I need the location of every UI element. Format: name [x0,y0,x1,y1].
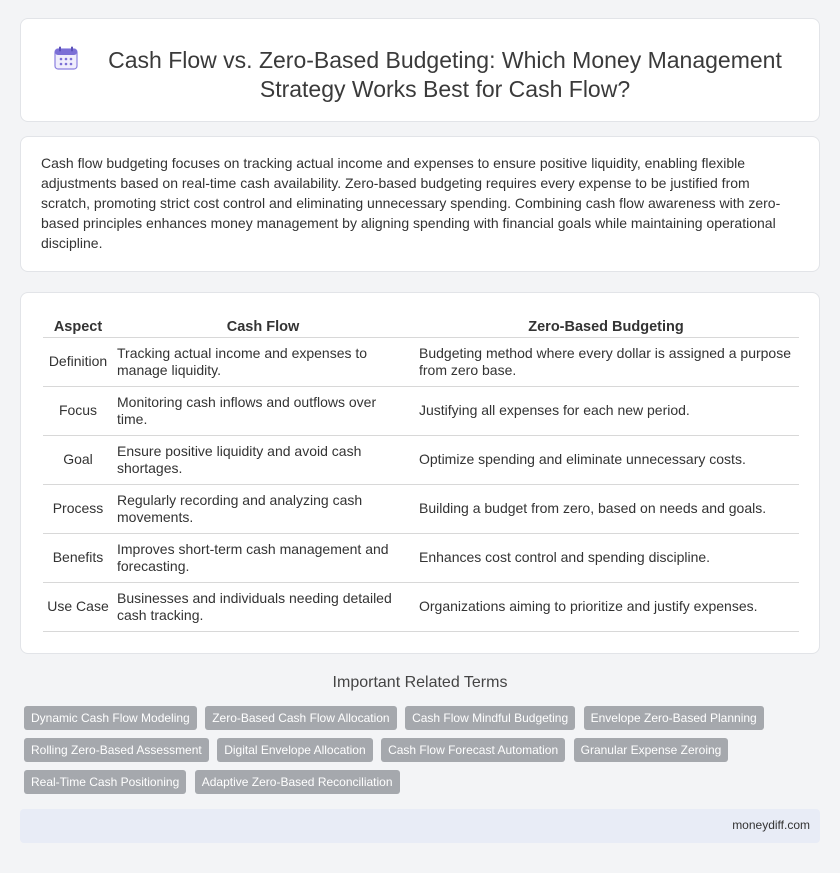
row-cash-flow: Improves short-term cash management and forecasting. [113,533,413,582]
row-aspect: Process [43,484,113,533]
row-aspect: Benefits [43,533,113,582]
row-zero-based: Building a budget from zero, based on needs and goals. [413,484,799,533]
related-term-tag[interactable]: Dynamic Cash Flow Modeling [24,706,197,730]
footer [20,809,820,843]
row-cash-flow: Tracking actual income and expenses to manage liquidity. [113,337,413,386]
related-term-tag[interactable]: Adaptive Zero-Based Reconciliation [195,770,400,794]
row-cash-flow: Regularly recording and analyzing cash movements. [113,484,413,533]
related-term-tag[interactable]: Digital Envelope Allocation [217,738,372,762]
title-card [20,18,820,122]
table-row [43,337,799,386]
related-term-tag[interactable]: Cash Flow Mindful Budgeting [405,706,575,730]
row-aspect: Goal [43,435,113,484]
related-terms-list [24,706,814,802]
row-zero-based: Organizations aiming to prioritize and justify expenses. [413,582,799,631]
comparison-table [43,315,799,632]
row-zero-based: Budgeting method where every dollar is assigned a purpose from zero base. [413,337,799,386]
row-zero-based: Optimize spending and eliminate unnecessary costs. [413,435,799,484]
row-aspect: Focus [43,386,113,435]
table-row [43,386,799,435]
row-zero-based: Enhances cost control and spending discipline. [413,533,799,582]
row-cash-flow: Ensure positive liquidity and avoid cash shortages. [113,435,413,484]
related-term-tag[interactable]: Envelope Zero-Based Planning [584,706,764,730]
related-terms-heading: Important Related Terms [332,674,508,691]
related-term-tag[interactable]: Rolling Zero-Based Assessment [24,738,209,762]
related-term-tag[interactable]: Granular Expense Zeroing [574,738,729,762]
header-zero-based: Zero-Based Budgeting [413,315,799,337]
summary-text: Cash flow budgeting focuses on tracking actual income and expenses to ensure positive liquidity, enabling flexible adjustments based on real-time cash availability. Zero-based budgeting requires every expense to be justified from scratch, promoting strict cost control and eliminating unnecessary spending. Combining cash flow awareness with zero-based principles enhances money management by aligning spending with financial goals while maintaining operational discipline. [41,155,781,251]
summary-card [20,136,820,272]
row-aspect: Use Case [43,582,113,631]
table-row [43,582,799,631]
header-aspect: Aspect [43,315,113,337]
table-card [20,292,820,654]
related-term-tag[interactable]: Cash Flow Forecast Automation [381,738,565,762]
table-row [43,435,799,484]
calendar-icon [53,45,79,71]
footer-source-link[interactable]: moneydiff.com [732,818,810,832]
table-row [43,533,799,582]
row-zero-based: Justifying all expenses for each new period. [413,386,799,435]
row-cash-flow: Monitoring cash inflows and outflows over time. [113,386,413,435]
related-term-tag[interactable]: Real-Time Cash Positioning [24,770,186,794]
header-cash-flow: Cash Flow [113,315,413,337]
row-cash-flow: Businesses and individuals needing detailed cash tracking. [113,582,413,631]
page-title: Cash Flow vs. Zero-Based Budgeting: Which Money Management Strategy Works Best for Cash Flow? [108,47,782,102]
row-aspect: Definition [43,337,113,386]
table-row [43,484,799,533]
related-term-tag[interactable]: Zero-Based Cash Flow Allocation [205,706,396,730]
table-header-row [43,315,799,337]
